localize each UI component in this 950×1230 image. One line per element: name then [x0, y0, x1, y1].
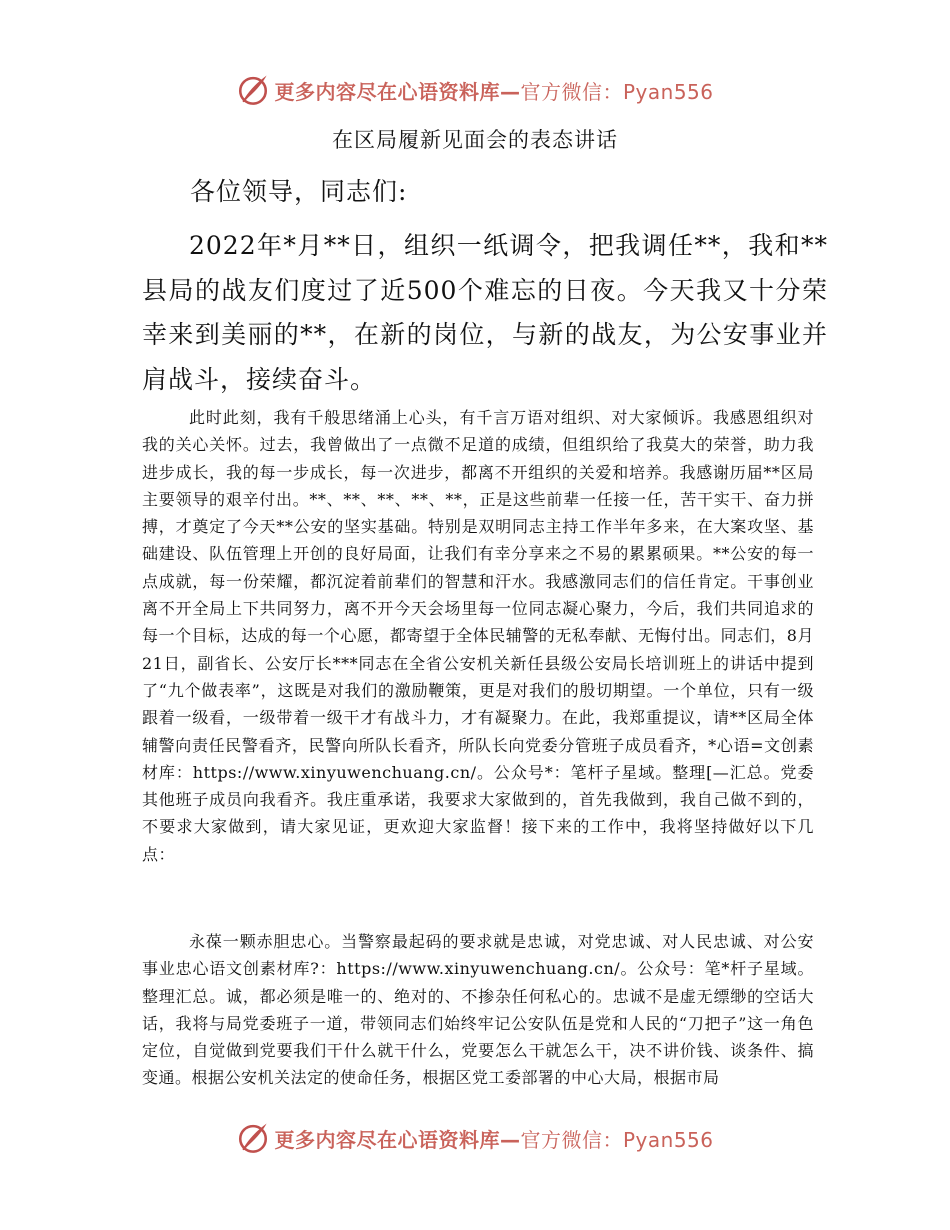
banner-main-text: 更多内容尽在心语资料库 [274, 79, 500, 104]
banner-wechat-label: 官方微信： [520, 1127, 623, 1152]
banner-text [274, 1124, 713, 1153]
body-paragraph-1: 此时此刻，我有千般思绪涌上心头，有千言万语对组织、对大家倾诉。我感恩组织对我的关心关怀。过去，我曾做出了一点微不足道的成绩，但组织给了我莫大的荣誉，助力我进步成长，我的每一步成长，每一次进步，都离不开组织的关爱和培养。我感谢历届**区局主要领导的艰辛付出。**、**、**、**、**，正是这些前辈一任接一任，苦干实干、奋力拼搏，才奠定了今天**公安的坚实基础。特别是双明同志主持工作半年多来，在大案攻坚、基础建设、队伍管理上开创的良好局面，让我们有幸分享来之不易的累累硕果。**公安的每一点成就，每一份荣耀，都沉淀着前辈们的智慧和汗水。我感激同志们的信任肯定。干事创业离不开全局上下共同努力，离不开今天会场里每一位同志凝心聚力，今后，我们共同追求的每一个目标，达成的每一个心愿，都寄望于全体民辅警的无私奉献、无悔付出。同志们，8月21日，副省长、公安厅长***同志在全省公安机关新任县级公安局长培训班上的讲话中提到了“九个做表率”，这既是对我们的激励鞭策，更是对我们的殷切期望。一个单位，只有一级跟着一级看，一级带着一级干才有战斗力，才有凝聚力。在此，我郑重提议，请**区局全体辅警向责任民警看齐，民警向所队长看齐，所队长向党委分管班子成员看齐，*心语=文创素材库：https://www.xinyuwenchuang.cn/。公众号*：笔杆子星域。整理[—汇总。党委其他班子成员向我看齐。我庄重承诺，我要求大家做到的，首先我做到，我自己做不到的，不要求大家做到，请大家见证，更欢迎大家监督！接下来的工作中，我将坚持做好以下几点： [142, 408, 814, 864]
banner-wechat-label: 官方微信： [520, 79, 623, 104]
quill-logo-icon [236, 73, 270, 107]
banner-separator: — [499, 1127, 521, 1152]
salutation: 各位领导，同志们: [190, 177, 408, 206]
banner-main-text: 更多内容尽在心语资料库 [274, 1127, 500, 1152]
quill-logo-icon [236, 1121, 270, 1155]
banner-wechat-id: Pyan556 [622, 1127, 714, 1152]
banner-text [274, 76, 713, 105]
body-paragraph-2: 永葆一颗赤胆忠心。当警察最起码的要求就是忠诚，对党忠诚、对人民忠诚、对公安事业忠心语文创素材库?：https://www.xinyuwenchuang.cn/。公众号：笔*杆子星域。整理汇总。诚，都必须是唯一的、绝对的、不掺杂任何私心的。忠诚不是虚无缥缈的空话大话，我将与局党委班子一道，带领同志们始终牢记公安队伍是党和人民的“刀把子”这一角色定位，自觉做到党要我们干什么就干什么，党要怎么干就怎么干，决不讲价钱、谈条件、搞变通。根据公安机关法定的使命任务，根据区党工委部署的中心大局，根据市局 [142, 932, 814, 1088]
banner-wechat-id: Pyan556 [622, 79, 714, 104]
document-title: 在区局履新见面会的表态讲话 [332, 128, 618, 152]
lead-paragraph: 2022年*月**日，组织一纸调令，把我调任**，我和**县局的战友们度过了近500个难忘的日夜。今天我又十分荣幸来到美丽的**，在新的岗位，与新的战友，为公安事业并肩战斗，接续奋斗。 [142, 231, 828, 394]
header-banner [0, 70, 950, 110]
footer-banner [0, 1118, 950, 1158]
banner-separator: — [499, 79, 521, 104]
